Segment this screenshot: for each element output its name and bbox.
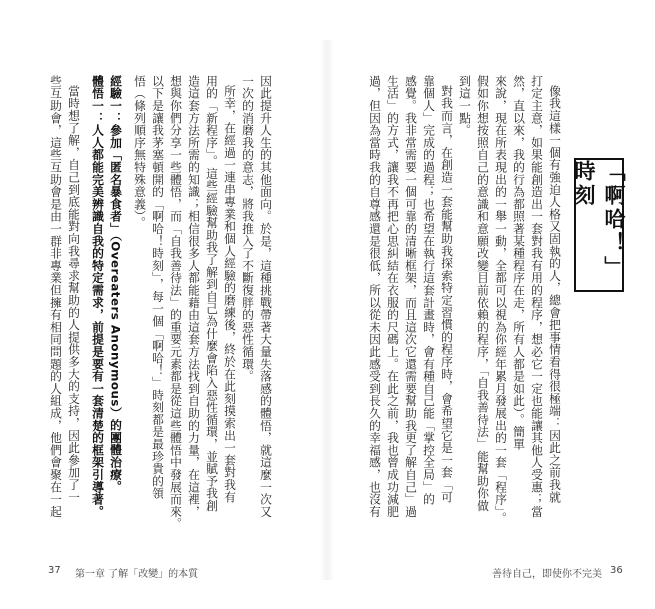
- left-page-line: 用的「新程序」。這些經驗幫助我了解到自己為什麼會陷入惡性循環，並賦予我創: [204, 75, 219, 512]
- left-page-line: 以下是讓我茅塞頓開的「啊哈！時刻」，每一個「啊哈！」時刻都是最珍貴的領: [150, 75, 165, 500]
- right-page-line: 生活」的方式，讓我不再把心思糾結在衣服的尺碼上。在此之前，我也曾成功減肥: [385, 75, 400, 518]
- right-page-number: 36: [610, 565, 623, 576]
- left-page-line: 所幸，在經過一連串專業和個人經驗的磨練後，終於在此刻摸索出一套對我有: [222, 85, 237, 504]
- right-page-line: 打定主意，如果能創造出一套對我有用的程序，想必它一定也能讓其他人受惠；當: [529, 75, 544, 518]
- chapter-title-box: [574, 158, 624, 292]
- right-page-line: 感覺。我非常需要一個可靠的清晰框架，而且這次它還需要幫助我更了解自己」過: [403, 75, 418, 518]
- experience-heading: 經驗一：參加「匿名暴食者」（Overeaters Anonymous）的團體治療。: [108, 75, 123, 494]
- right-page-line: 然，直以來，我的行為都照著某種程序在走，所有人都是如此）。簡單: [511, 75, 526, 451]
- chapter-title: 「啊哈！」時刻: [572, 160, 626, 280]
- left-page-line: 悟（條列順序無特殊意義）。: [132, 75, 147, 229]
- right-page-line: 過，但因為當時我的自尊感還是很低，所以從未因此感受到長久的幸福感，也沒有: [367, 75, 382, 518]
- right-page-line: 假如你想按照自己的意識和意願改變目前依賴的程序，「自我善待法」能幫助你做: [475, 75, 490, 512]
- insight-heading: 體悟一：人人都能完美辨識自我的特定需求，前提是要有一套清楚的框架引導著。: [90, 75, 105, 518]
- left-page-line: 造這套方法所需的知識；相信很多人都能藉由這套方法找到自助的力量，在這裡，: [186, 75, 201, 518]
- right-page-line: 對我而言，在創造一套能幫助我探索特定習慣的程序時，會希望它是一套「可: [439, 85, 454, 504]
- right-page-line: 靠個人」完成的過程；也希望在執行這套計畫時，會有種自己能「掌控全局」的: [421, 75, 436, 506]
- right-page-line: 來說，現在所表現出的一舉一動，全都可以視為你經年累月發展出的一套「程序」。: [493, 75, 508, 525]
- left-page-line: 因此提升人生的其他面向。於是，這種挑戰帶著大量失落感的體悟，就這麼一次又: [258, 75, 273, 518]
- right-running-head: 善待自己，即使你不完美: [492, 569, 602, 580]
- left-page-line: 當時想了解，自己到底能對向我尋求幫助的人提供多大的支持，因此參加了一: [66, 85, 81, 504]
- left-page-line: 一次的消磨我的意志，將我推入了不斷復胖的惡性循環。: [240, 75, 255, 383]
- page-gutter: [320, 40, 334, 580]
- left-page-line: 想與你們分享一些體悟，而「自我善待法」的重要元素都是從這些體悟中發展而來。: [168, 75, 183, 531]
- left-page-number: 37: [48, 565, 61, 576]
- left-page-line: 些互助會，這些互助會是由一群非專業但擁有相同問題的人組成，他們會聚在一起: [48, 75, 63, 518]
- left-running-head: 第一章 了解「改變」的本質: [75, 569, 199, 580]
- right-page-line: 像我這樣一個有強迫人格又固執的人，總會把事情看得很極端：因此之前我就: [547, 85, 562, 504]
- right-page-line: 到這一點。: [457, 75, 472, 137]
